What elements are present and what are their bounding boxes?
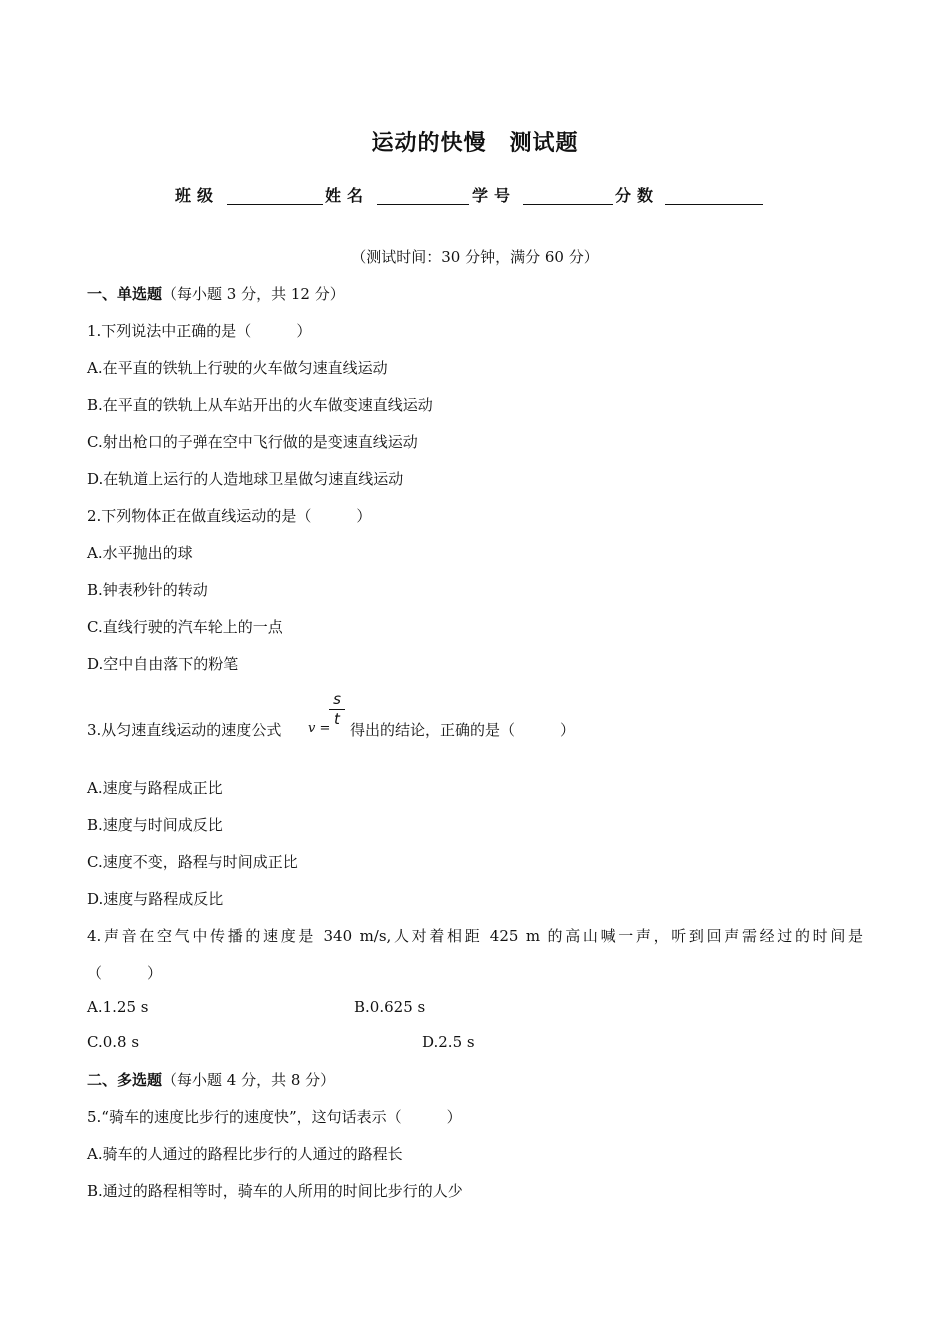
q4-stem-continued: （ ） xyxy=(87,964,163,982)
q5-option-a: A.骑车的人通过的路程比步行的人通过的路程长 xyxy=(87,1145,403,1163)
formula-numerator: s xyxy=(333,690,341,708)
section-2-note: （每小题 4 分，共 8 分） xyxy=(162,1071,336,1089)
q3-option-b: B.速度与时间成反比 xyxy=(87,816,223,834)
q5-option-b: B.通过的路程相等时，骑车的人所用的时间比步行的人少 xyxy=(87,1182,463,1200)
student-info-line xyxy=(175,183,775,209)
q1-option-c: C.射出枪口的子弹在空中飞行做的是变速直线运动 xyxy=(87,433,418,451)
number-label: 学号 xyxy=(472,186,517,205)
q2-option-b: B.钟表秒针的转动 xyxy=(87,581,208,599)
q3-stem-after: 得出的结论，正确的是（ ） xyxy=(350,721,576,739)
section-1-heading xyxy=(87,283,345,304)
section-1-title: 一、单选题 xyxy=(87,285,163,303)
number-blank xyxy=(523,204,613,205)
name-label: 姓名 xyxy=(325,186,370,205)
q4-option-a: A.1.25 s xyxy=(87,998,149,1016)
q3-option-d: D.速度与路程成反比 xyxy=(87,890,224,908)
q4-option-c: C.0.8 s xyxy=(87,1033,140,1051)
q3-option-a: A.速度与路程成正比 xyxy=(87,779,223,797)
page-title: 运动的快慢 测试题 xyxy=(371,131,579,156)
class-blank xyxy=(227,204,323,205)
q3-option-c: C.速度不变，路程与时间成正比 xyxy=(87,853,298,871)
score-label: 分数 xyxy=(615,186,660,205)
q2-stem: 2.下列物体正在做直线运动的是（ ） xyxy=(87,507,372,525)
section-2-title: 二、多选题 xyxy=(87,1071,163,1089)
section-1-note: （每小题 3 分，共 12 分） xyxy=(162,285,345,303)
q2-option-d: D.空中自由落下的粉笔 xyxy=(87,655,239,673)
q4-option-d: D.2.5 s xyxy=(422,1033,475,1051)
speed-formula-fraction xyxy=(327,689,347,728)
formula-denominator: t xyxy=(334,710,340,728)
velocity-symbol: v = xyxy=(308,721,331,736)
q3-stem-before: 3.从匀速直线运动的速度公式 xyxy=(87,721,282,739)
test-duration-note: （测试时间：30 分钟，满分 60 分） xyxy=(351,248,599,266)
q5-stem: 5.“骑车的速度比步行的速度快”，这句话表示（ ） xyxy=(87,1108,462,1126)
q2-option-a: A.水平抛出的球 xyxy=(87,544,193,562)
q1-stem: 1.下列说法中正确的是（ ） xyxy=(87,322,312,340)
q1-option-a: A.在平直的铁轨上行驶的火车做匀速直线运动 xyxy=(87,359,388,377)
section-2-heading xyxy=(87,1069,335,1090)
score-blank xyxy=(665,204,763,205)
q1-option-b: B.在平直的铁轨上从车站开出的火车做变速直线运动 xyxy=(87,396,433,414)
q1-option-d: D.在轨道上运行的人造地球卫星做匀速直线运动 xyxy=(87,470,404,488)
q4-option-b: B.0.625 s xyxy=(354,998,426,1016)
q4-stem: 4.声音在空气中传播的速度是 340 m/s,人对着相距 425 m 的高山喊一声，听到回声需经过的时间是 xyxy=(87,927,863,945)
name-blank xyxy=(377,204,469,205)
q2-option-c: C.直线行驶的汽车轮上的一点 xyxy=(87,618,283,636)
class-label: 班级 xyxy=(175,186,220,205)
